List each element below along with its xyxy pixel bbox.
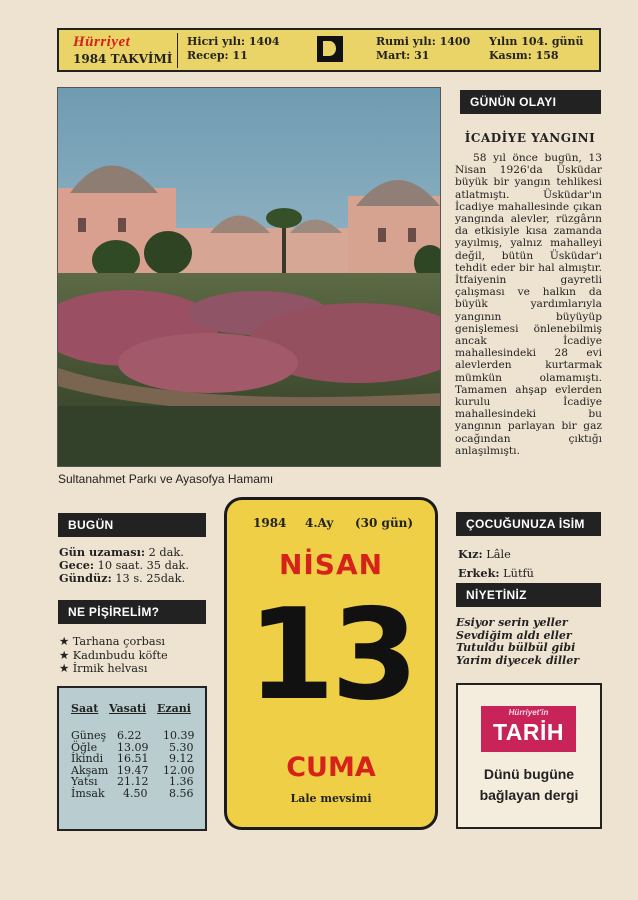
poem-line: Sevdiğim aldı eller — [456, 628, 572, 642]
star-bullet-icon: ★ — [59, 648, 73, 662]
table-header: Vasati — [109, 702, 147, 715]
today-row: Gün uzaması: 2 dak. — [59, 545, 184, 559]
section-event-of-day: GÜNÜN OLAYI — [460, 90, 601, 114]
park-photo — [57, 87, 441, 467]
calendar-subtitle: 1984 TAKVİMİ — [73, 52, 173, 66]
leaf-day-number: 13 — [247, 581, 415, 728]
moon-phase-icon — [317, 36, 343, 62]
event-body: 58 yıl önce bugün, 13 Nisan 1926'da Üsküdar büyük bir yangın tehlikesi atlatmıştı. Üsküdar'ın İcadiye mahallesinde çıkan yangında alevler, rüzgârın da etkisiyle kısa zamanda yayılmış, yalnız mahalleyi değil, bütün Üsküdar'ı tehdit eder bir hal almıştır. İtfaiyenin gayretli çalışması ve halkın da büyük yardımlarıyla yangının büyüyüp genişlemesi önlenebilmiş ancak İcadiye mahallesindeki 28 evi alevlerden kurtarmak mümkün olamamıştı. Tamamen ahşap evlerden kurulu İcadiye mahallesindeki bu yangının parlayan bir gaz ocağından çıktığı anlaşılmıştı. — [455, 152, 602, 457]
day-of-year: Yılın 104. günü — [489, 35, 584, 48]
today-row: Gece: 10 saat. 35 dak. — [59, 558, 189, 572]
list-item: ★ İrmik helvası — [59, 662, 148, 675]
section-today: BUGÜN — [58, 513, 206, 537]
leaf-weekday: CUMA — [286, 752, 376, 783]
poem-line: Tutuldu bülbül gibi — [456, 641, 576, 654]
poem-line: Esiyor serin yeller — [456, 616, 568, 629]
today-stats — [59, 546, 189, 585]
kasim-count: Kasım: 158 — [489, 49, 559, 62]
hijri-month: Recep: 11 — [187, 49, 248, 62]
table-header: Ezani — [157, 702, 191, 715]
list-item: ★ Tarhana çorbası — [59, 635, 166, 648]
list-item: ★ Kadınbudu köfte — [59, 648, 168, 662]
baby-names — [458, 545, 534, 583]
ad-slogan: Dünü bugüne bağlayan dergi — [479, 766, 579, 803]
hijri-year: Hicri yılı: 1404 — [187, 35, 280, 48]
leaf-month-name: NİSAN — [278, 548, 384, 581]
intentions-poem — [456, 617, 579, 667]
section-what-to-cook: NE PİŞİRELİM? — [58, 600, 206, 624]
rumi-year: Rumi yılı: 1400 — [376, 35, 471, 48]
brand-logo: Hürriyet — [73, 34, 131, 50]
event-title: İCADİYE YANGINI — [464, 131, 596, 145]
leaf-season: Lale mevsimi — [290, 792, 372, 805]
tarih-magazine-ad — [456, 683, 602, 829]
leaf-month-number: 4.Ay — [305, 516, 334, 530]
tarih-logo: Hürriyet'in TARİH — [481, 706, 576, 752]
prayer-times-table: Saat Vasati Ezani Güneş 6.22 10.39 Öğle 13.09 5.30 İkindi 16.51 9.12 Akşam 19.47 12.00 Yatsı 21.12 1.36 İmsak 4.50 8.56 — [57, 686, 207, 831]
menu-list — [59, 635, 168, 676]
calendar-leaf — [224, 497, 438, 830]
poem-line: Yarim diyecek diller — [456, 653, 579, 667]
star-bullet-icon: ★ — [59, 662, 73, 675]
leaf-year: 1984 — [253, 516, 287, 530]
rumi-month: Mart: 31 — [376, 49, 430, 62]
girl-name: Kız: Lâle — [458, 547, 511, 561]
table-header: Saat — [71, 702, 99, 715]
today-row: Gündüz: 13 s. 25dak. — [59, 571, 186, 585]
star-bullet-icon: ★ — [59, 635, 73, 648]
leaf-days-in-month: (30 gün) — [355, 516, 414, 530]
photo-caption: Sultanahmet Parkı ve Ayasofya Hamamı — [58, 472, 274, 486]
boy-name: Erkek: Lütfü — [458, 566, 534, 580]
section-baby-names: ÇOCUĞUNUZA İSİM — [456, 512, 601, 536]
calendar-header — [57, 28, 601, 72]
section-intentions: NİYETİNİZ — [456, 583, 601, 607]
header-divider — [177, 33, 178, 68]
